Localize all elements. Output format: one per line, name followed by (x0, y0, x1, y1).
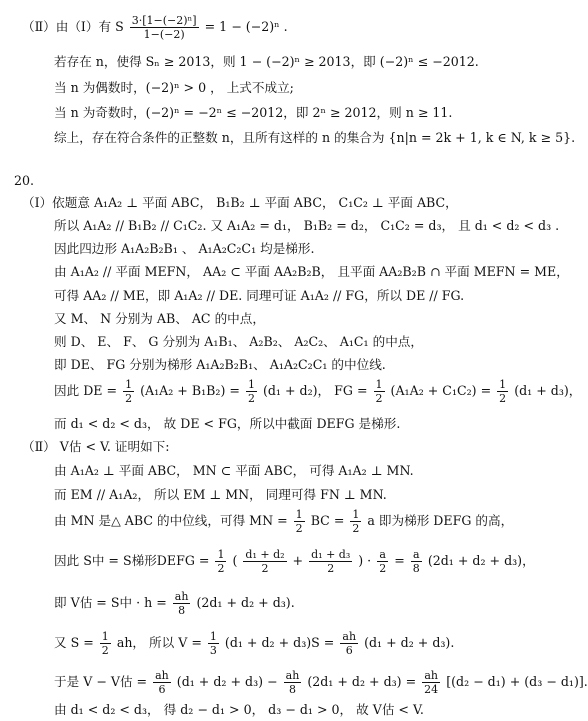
denominator: 24 (424, 683, 439, 696)
line-p16 (54, 590, 295, 617)
text: (d₁ + d₂)， FG = (262, 383, 368, 398)
fraction (422, 669, 440, 696)
denominator: 8 (288, 683, 296, 696)
denominator: 2 (217, 562, 225, 575)
numerator: 1 (209, 630, 217, 643)
fraction (284, 669, 302, 696)
denominator: 6 (158, 683, 166, 696)
fraction (411, 548, 422, 575)
denominator: 2 (379, 562, 387, 575)
denominator: 1−(−2) (143, 28, 185, 41)
line-p15 (54, 548, 535, 575)
numerator: ah (342, 630, 357, 643)
numerator: ah (174, 590, 189, 603)
text: （Ⅱ）由（Ⅰ）有 S (22, 19, 124, 34)
line-p14 (54, 508, 513, 535)
line-p2: 所以 A₁A₂ // B₁B₂ // C₁C₂. 又 A₁A₂ = d₁， B₁B₂ = d₂， C₁C₂ = d₃， 且 d₁ < d₂ < d₃ . (54, 218, 560, 233)
text: = (394, 553, 405, 568)
denominator: 8 (178, 604, 186, 617)
line-conclusion: 综上，存在符合条件的正整数 n，且所有这样的 n 的集合为 {n|n = 2k + 1, k ∈ N, k ≥ 5}. (54, 130, 576, 145)
numerator: 1 (101, 630, 109, 643)
fraction (130, 14, 199, 41)
line-p6: 又 M、 N 分别为 AB、 AC 的中点， (54, 311, 265, 326)
line-p5: 可得 AA₂ // ME，即 A₁A₂ // DE. 同理可证 A₁A₂ // FG，所以 DE // FG. (54, 288, 465, 303)
denominator: 2 (261, 562, 269, 575)
line-p8: 即 DE、 FG 分别为梯形 A₁A₂B₂B₁、 A₁A₂C₂C₁ 的中位线. (54, 357, 386, 372)
fraction (173, 590, 191, 617)
text: (2d₁ + d₂ + d₃)， (427, 553, 535, 568)
line-p3: 因此四边形 A₁A₂B₂B₁ 、 A₁A₂C₂C₁ 均是梯形. (54, 241, 315, 256)
fraction (497, 378, 508, 405)
line-p4: 由 A₁A₂ // 平面 MEFN， AA₂ ⊂ 平面 AA₂B₂B， 且平面 AA₂B₂B ∩ 平面 MEFN = ME， (54, 264, 569, 279)
text: (d₁ + d₂ + d₃). (364, 635, 455, 650)
numerator: d₁ + d₃ (311, 548, 351, 561)
numerator: 1 (217, 548, 225, 561)
fraction (215, 548, 226, 575)
denominator: 8 (412, 562, 420, 575)
line-p19: 由 d₁ < d₂ < d₃， 得 d₂ − d₁ > 0， d₃ − d₁ > 0， 故 V估 < V. (54, 702, 424, 717)
numerator: 1 (125, 378, 133, 391)
text: (2d₁ + d₂ + d₃) = (307, 674, 417, 689)
line-p7: 则 D、 E、 F、 G 分别为 A₁B₁、 A₂B₂、 A₂C₂、 A₁C₁ 的中点， (54, 334, 423, 349)
fraction (243, 548, 286, 575)
denominator: 2 (247, 392, 255, 405)
numerator: 1 (295, 508, 303, 521)
denominator: 2 (352, 522, 360, 535)
numerator: 1 (247, 378, 255, 391)
denominator: 3 (209, 644, 217, 657)
line-p13: 而 EM // A₁A₂， 所以 EM ⊥ MN， 同理可得 FN ⊥ MN. (54, 487, 387, 502)
text: ( (232, 553, 238, 568)
line-even: 当 n 为偶数时，(−2)ⁿ > 0 ， 上式不成立; (54, 80, 294, 95)
line-exists: 若存在 n，使得 Sₙ ≥ 2013，则 1 − (−2)ⁿ ≥ 2013，即 (−2)ⁿ ≤ −2012. (54, 54, 479, 69)
numerator: a (377, 548, 388, 562)
text: (A₁A₂ + B₁B₂) = (140, 383, 240, 398)
text: 又 S = (54, 635, 94, 650)
fraction (123, 378, 134, 405)
text: (d₁ + d₂ + d₃) − (176, 674, 278, 689)
denominator: 2 (101, 644, 109, 657)
text: a 即为梯形 DEFG 的高， (367, 513, 514, 528)
numerator: ah (285, 669, 300, 682)
fraction (350, 508, 361, 535)
numerator: 1 (375, 378, 383, 391)
fraction (309, 548, 352, 575)
line-p11: （Ⅱ） V估 < V. 证明如下: (22, 439, 170, 454)
text: + (292, 553, 304, 568)
denominator: 2 (499, 392, 507, 405)
denominator: 2 (295, 522, 303, 535)
fraction (294, 508, 305, 535)
text: (2d₁ + d₂ + d₃). (196, 595, 295, 610)
fraction (374, 378, 385, 405)
fraction (208, 630, 219, 657)
text: 于是 V − V估 = (54, 674, 148, 689)
numerator: 3·[1−(−2)ⁿ] (131, 14, 197, 27)
text: BC = (310, 513, 345, 528)
fraction (246, 378, 257, 405)
denominator: 6 (345, 644, 353, 657)
line-p9 (54, 378, 581, 405)
text: [(d₂ − d₁) + (d₃ − d₁)]. (446, 674, 588, 689)
text: 由 MN 是△ ABC 的中位线，可得 MN = (54, 513, 288, 528)
line-odd: 当 n 为奇数时，(−2)ⁿ = −2ⁿ ≤ −2012，即 2ⁿ ≥ 2012，则 n ≥ 11. (54, 105, 453, 120)
text: 即 V估 = S中 · h = (54, 595, 167, 610)
numerator: 1 (352, 508, 360, 521)
denominator: 2 (327, 562, 335, 575)
text: ah， 所以 V = (116, 635, 202, 650)
numerator: 1 (499, 378, 507, 391)
text: 因此 S中 = S梯形DEFG = (54, 553, 210, 568)
line-p17 (54, 630, 454, 657)
line-part2-header (22, 14, 288, 41)
text: 因此 DE = (54, 383, 118, 398)
text: = 1 − (−2)ⁿ . (204, 19, 288, 34)
text: (d₁ + d₂ + d₃)S = (224, 635, 335, 650)
fraction (377, 548, 388, 575)
line-p1: （Ⅰ）依题意 A₁A₂ ⊥ 平面 ABC， B₁B₂ ⊥ 平面 ABC， C₁C₂ ⊥ 平面 ABC， (22, 195, 458, 210)
line-p10: 而 d₁ < d₂ < d₃， 故 DE < FG，所以中截面 DEFG 是梯形. (54, 416, 401, 431)
numerator: a (411, 548, 422, 562)
line-p12: 由 A₁A₂ ⊥ 平面 ABC， MN ⊂ 平面 ABC， 可得 A₁A₂ ⊥ MN. (54, 463, 414, 478)
fraction (100, 630, 111, 657)
fraction (153, 669, 171, 696)
fraction (340, 630, 358, 657)
denominator: 2 (125, 392, 133, 405)
text: ) · (358, 553, 372, 568)
numerator: ah (422, 669, 440, 683)
numerator: ah (155, 669, 169, 682)
question-number: 20. (14, 173, 35, 188)
text: (A₁A₂ + C₁C₂) = (390, 383, 492, 398)
text: (d₁ + d₃)， (514, 383, 582, 398)
line-p18 (54, 669, 588, 696)
numerator: d₁ + d₂ (245, 548, 285, 561)
denominator: 2 (375, 392, 383, 405)
